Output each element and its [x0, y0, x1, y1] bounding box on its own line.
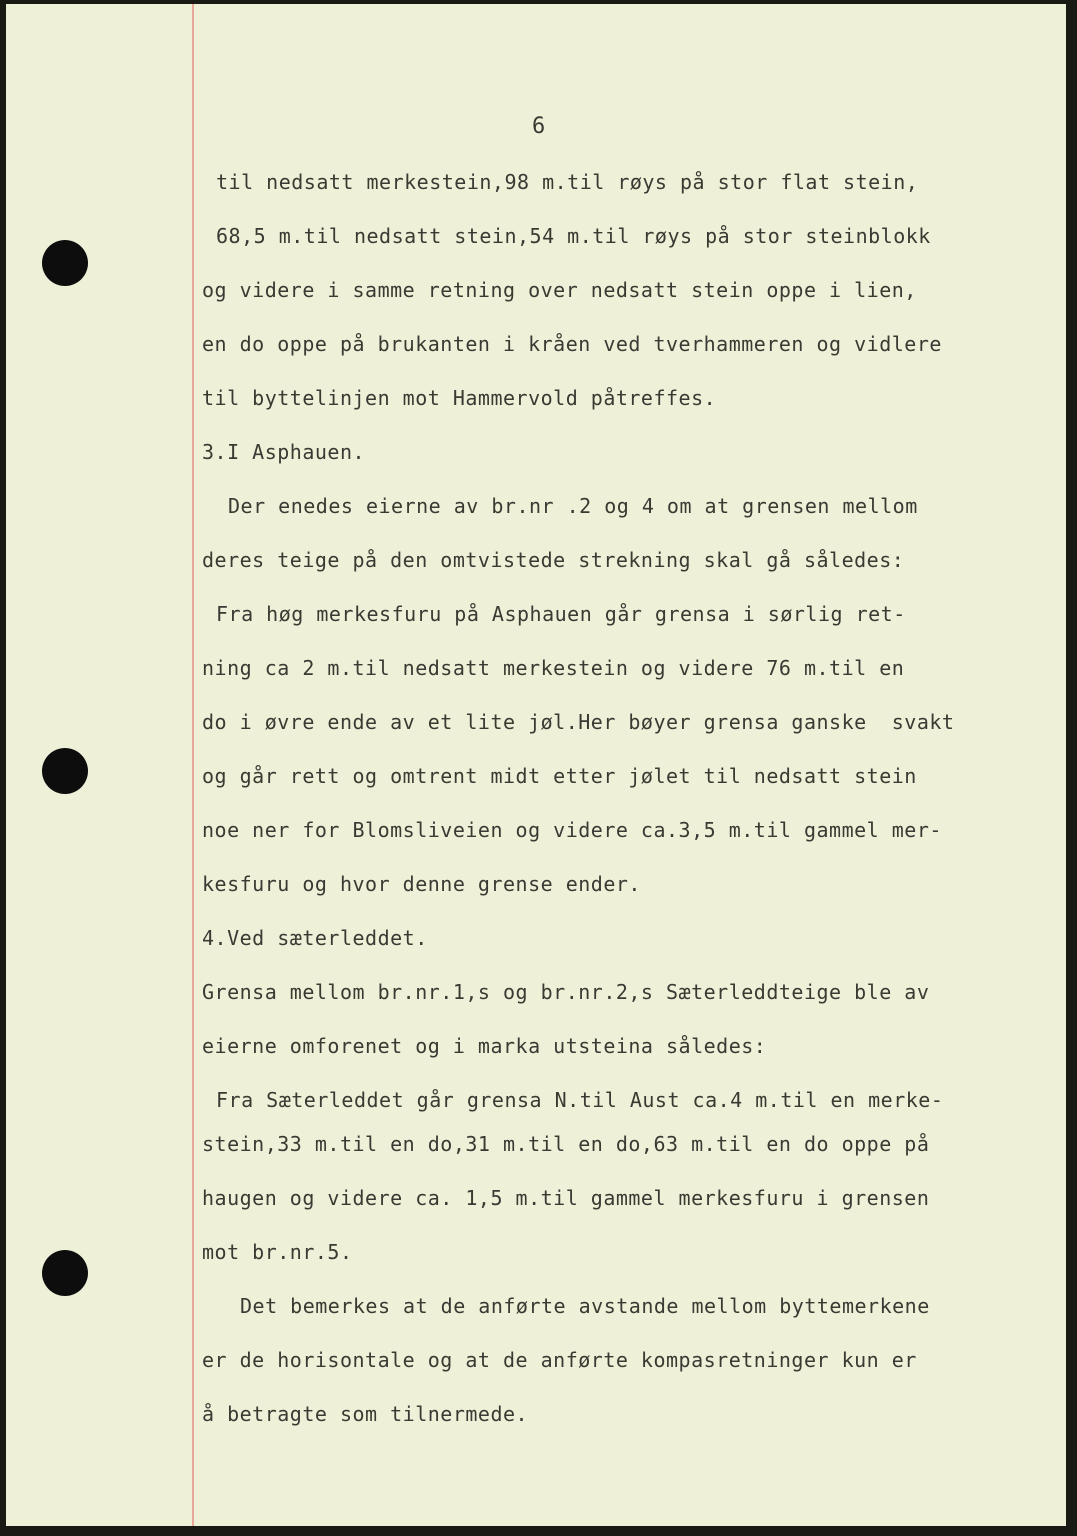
text-line: Grensa mellom br.nr.1,s og br.nr.2,s Sæterleddteige ble av — [202, 980, 930, 1004]
text-line: deres teige på den omtvistede strekning skal gå således: — [202, 548, 905, 572]
page-number: 6 — [532, 114, 546, 139]
text-line: til nedsatt merkestein,98 m.til røys på stor flat stein, — [216, 170, 919, 194]
text-line: til byttelinjen mot Hammervold påtreffes. — [202, 386, 717, 410]
text-line: noe ner for Blomsliveien og videre ca.3,5 m.til gammel mer- — [202, 818, 942, 842]
text-line: kesfuru og hvor denne grense ender. — [202, 872, 641, 896]
text-line: og videre i samme retning over nedsatt stein oppe i lien, — [202, 278, 917, 302]
section-heading: 3.I Asphauen. — [202, 440, 366, 464]
text-line: stein,33 m.til en do,31 m.til en do,63 m.til en do oppe på — [202, 1132, 930, 1156]
typed-text-body — [6, 4, 1066, 1526]
text-line: Der enedes eierne av br.nr .2 og 4 om at grensen mellom — [228, 494, 918, 518]
text-line: og går rett og omtrent midt etter jølet til nedsatt stein — [202, 764, 917, 788]
text-line: å betragte som tilnermede. — [202, 1402, 529, 1426]
text-line: ning ca 2 m.til nedsatt merkestein og videre 76 m.til en — [202, 656, 905, 680]
text-line: Det bemerkes at de anførte avstande mellom byttemerkene — [240, 1294, 930, 1318]
text-line: haugen og videre ca. 1,5 m.til gammel merkesfuru i grensen — [202, 1186, 930, 1210]
document-page — [6, 4, 1066, 1526]
text-line: Fra høg merkesfuru på Asphauen går grensa i sørlig ret- — [216, 602, 906, 626]
section-heading: 4.Ved sæterleddet. — [202, 926, 428, 950]
text-line: 68,5 m.til nedsatt stein,54 m.til røys på stor steinblokk — [216, 224, 931, 248]
text-line: er de horisontale og at de anførte kompasretninger kun er — [202, 1348, 917, 1372]
text-line: eierne omforenet og i marka utsteina således: — [202, 1034, 767, 1058]
text-line: Fra Sæterleddet går grensa N.til Aust ca.4 m.til en merke- — [216, 1088, 944, 1112]
text-line: do i øvre ende av et lite jøl.Her bøyer grensa ganske svakt — [202, 710, 955, 734]
text-line: en do oppe på brukanten i kråen ved tverhammeren og vidlere — [202, 332, 942, 356]
text-line: mot br.nr.5. — [202, 1240, 353, 1264]
